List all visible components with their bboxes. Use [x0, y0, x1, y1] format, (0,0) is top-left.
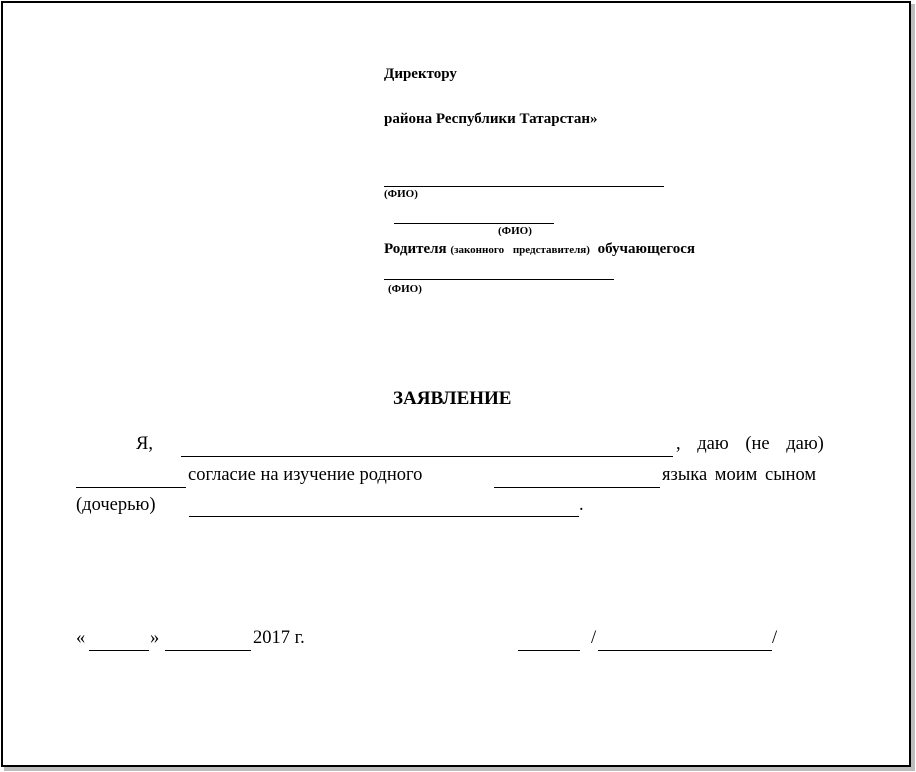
date-month-line — [165, 650, 251, 651]
consent-clause: , даю (не даю) — [676, 434, 824, 454]
addressee-title: Директору — [384, 66, 457, 82]
child-text: (дочерью) — [76, 495, 156, 515]
page-shadow-bottom — [4, 767, 915, 771]
applicant-name-line — [181, 456, 673, 457]
body-period: . — [579, 495, 584, 515]
language-tail: языка моим сыном — [662, 465, 817, 485]
consent-blank-line — [76, 487, 186, 488]
date-year: 2017 г. — [253, 628, 305, 648]
language-blank-line — [494, 487, 660, 488]
parent-name-line — [384, 279, 614, 280]
body-start: Я, — [136, 434, 153, 454]
signature-separator-2: / — [772, 628, 778, 648]
fio-caption-1: (ФИО) — [384, 188, 418, 200]
date-close-quote: » — [150, 628, 160, 648]
page-shadow-right — [911, 4, 915, 771]
signature-line — [518, 650, 580, 651]
parent-word: Родителя — [384, 241, 447, 257]
child-name-line — [189, 516, 579, 517]
fio-caption-3: (ФИО) — [388, 283, 422, 295]
parent-tail: обучающегося — [597, 241, 695, 257]
consent-text: согласие на изучение родного — [188, 465, 423, 485]
fio-caption-2: (ФИО) — [498, 225, 532, 237]
addressee-district: района Республики Татарстан» — [384, 111, 598, 127]
date-day-line — [89, 650, 149, 651]
signature-name-line — [598, 650, 772, 651]
short-name-line — [394, 223, 554, 224]
signature-separator-1: / — [591, 628, 597, 648]
parent-note: (законного представителя) — [450, 244, 590, 256]
document-title: ЗАЯВЛЕНИЕ — [393, 388, 512, 409]
director-name-line — [384, 186, 664, 187]
date-open-quote: « — [76, 628, 86, 648]
parent-line — [384, 241, 695, 258]
